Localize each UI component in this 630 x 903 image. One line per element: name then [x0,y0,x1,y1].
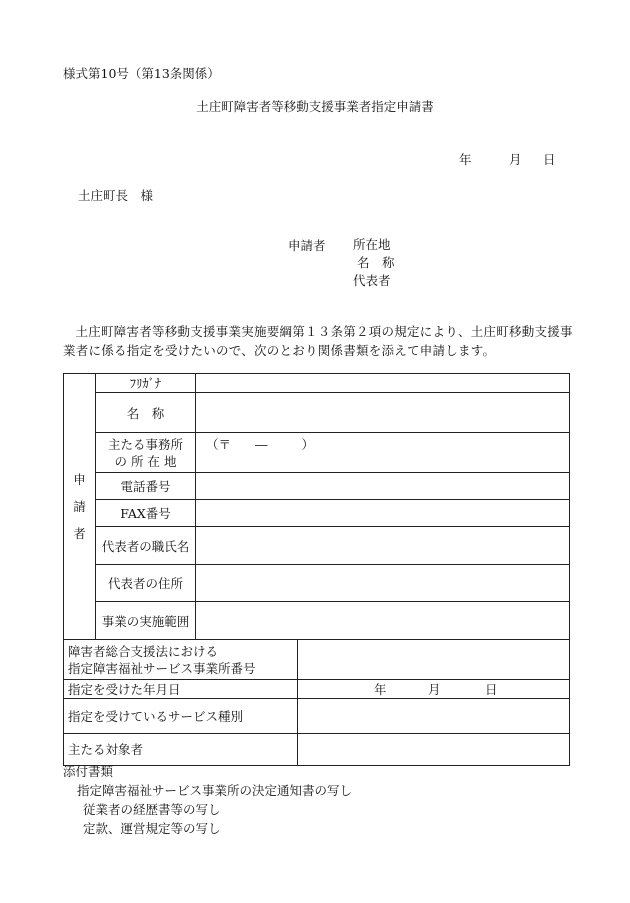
attachment-item: 指定障害福祉サービス事業所の決定通知書の写し [77,783,353,798]
business-scope-label: 事業の実施範囲 [96,602,196,640]
service-types-input[interactable] [298,699,570,734]
office-address-label-line2: の 所 在 地 [114,453,177,469]
applicant-fields [353,236,395,290]
office-number-label [64,640,298,680]
side-label-char: 請 [73,499,86,514]
postal-suffix: ） [301,437,315,452]
office-number-input[interactable] [298,640,570,680]
applicant-label: 申請者 [288,238,326,253]
phone-input[interactable] [196,473,570,500]
target-persons-label: 主たる対象者 [64,734,298,766]
date-year-label: 年 [459,152,472,167]
attachments-heading: 添付書類 [63,764,114,779]
designation-year-label: 年 [374,682,387,697]
target-persons-input[interactable] [298,734,570,766]
designation-date-label: 指定を受けた年月日 [64,680,298,699]
office-address-label-line1: 主たる事務所 [107,436,183,452]
representative-address-label: 代表者の住所 [96,565,196,602]
office-number-label-line1: 障害者総合支援法における [68,643,219,659]
office-address-label [96,433,196,473]
application-table [63,373,570,766]
form-number: 様式第10号（第13条関係） [63,66,220,81]
furigana-label: ﾌﾘｶﾞﾅ [96,374,196,393]
application-date [459,150,556,168]
attachment-item: 定款、運営規定等の写し [83,821,221,836]
representative-title-input[interactable] [196,527,570,565]
office-address-input[interactable] [196,433,570,473]
applicant-address-label: 所在地 [353,237,391,252]
furigana-input[interactable] [196,374,570,393]
designation-date-input[interactable] [298,680,570,699]
fax-label: FAX番号 [96,500,196,527]
date-day-label: 日 [543,152,556,167]
business-scope-input[interactable] [196,602,570,640]
name-input[interactable] [196,393,570,433]
fax-input[interactable] [196,500,570,527]
application-statement: 土庄町障害者等移動支援事業実施要綱第１３条第２項の規定により、土庄町移動支援事業者に係る指定を受けたいので、次のとおり関係書類を添えて申請します。 [63,324,573,358]
addressee: 土庄町長 様 [78,188,154,203]
postal-prefix: （〒 [206,437,232,452]
service-types-label: 指定を受けているサービス種別 [64,699,298,734]
applicant-side-label [64,374,96,640]
attachment-item: 従業者の経歴書等の写し [83,802,221,817]
designation-month-label: 月 [428,682,441,697]
document-title: 土庄町障害者等移動支援事業者指定申請書 [196,99,434,114]
office-number-label-line2: 指定障害福祉サービス事業所番号 [68,660,256,676]
representative-address-input[interactable] [196,565,570,602]
postal-dash: ― [255,437,268,452]
name-label: 名 称 [96,393,196,433]
side-label-char: 者 [73,526,86,541]
attachments [63,762,352,838]
applicant-name-label: 名 称 [357,255,395,270]
representative-title-label: 代表者の職氏名 [96,527,196,565]
date-month-label: 月 [509,152,522,167]
phone-label: 電話番号 [96,473,196,500]
designation-day-label: 日 [485,682,498,697]
side-label-char: 申 [73,472,86,487]
applicant-representative-label: 代表者 [353,273,391,288]
